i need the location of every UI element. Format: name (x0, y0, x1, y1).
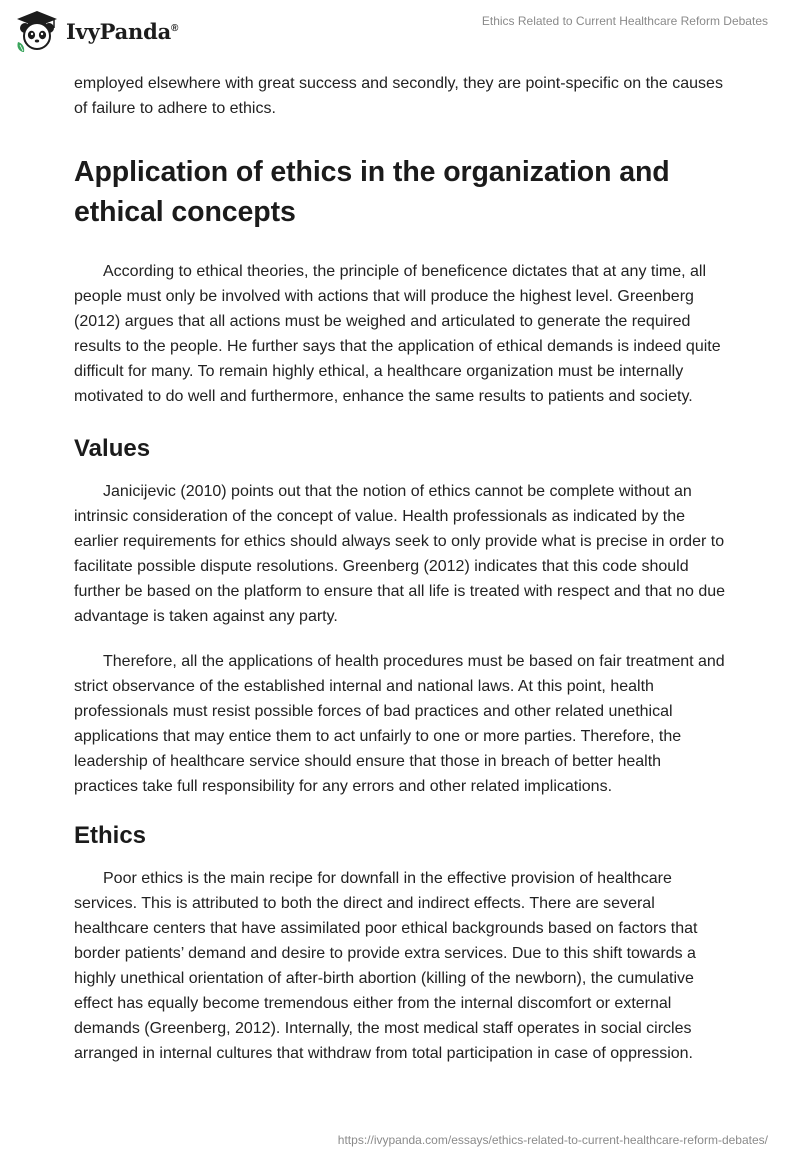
paragraph-values-1: Janicijevic (2010) points out that the notion of ethics cannot be complete without an intrinsic consideration of the concept of value. Health professionals as indicated by the earlier requirements for ethics should always seek to only provide what is precise in order to facilitate possible dispute resolutions. Greenberg (2012) indicates that this code should further be based on the platform to ensure that all life is treated with respect and that no due advantage is taken against any party. (74, 483, 726, 625)
paragraph-values-2: Therefore, all the applications of health procedures must be based on fair treatment and strict observance of the established internal and national laws. At this point, health professionals must resist possible forces of bad practices and other related unethical applications that may entice them to act unfairly to one or more parties. Therefore, the leadership of healthcare service should ensure that those in breach of better health practices take full responsibility for any errors and other related implications. (74, 653, 725, 795)
document-title: Ethics Related to Current Healthcare Reform Debates (481, 14, 768, 28)
intro-paragraph: employed elsewhere with great success and secondly, they are point-specific on the causes of failure to adhere to ethics. (74, 75, 723, 117)
paragraph-application: According to ethical theories, the principle of beneficence dictates that at any time, all people must only be involved with actions that will produce the highest level. Greenberg (2012) argues that all actions must be weighed and articulated to generate the required results to the people. He further says that the application of ethical demands is indeed quite difficult for many. To remain highly ethical, a healthcare organization must be internally motivated to do well and furthermore, enhance the same results to patients and society. (74, 263, 721, 405)
page-header (0, 0, 800, 64)
source-url[interactable]: https://ivypanda.com/essays/ethics-related-to-current-healthcare-reform-debates/ (337, 1133, 768, 1147)
ivypanda-logo[interactable] (14, 6, 204, 56)
logo-wordmark: IvyPanda® (66, 18, 179, 44)
section-heading-values: Values (74, 435, 151, 462)
article-body (74, 71, 726, 1066)
paragraph-ethics: Poor ethics is the main recipe for downfall in the effective provision of healthcare services. This is attributed to both the direct and indirect effects. There are several healthcare centers that have assimilated poor ethical backgrounds based on factors that border patients’ demand and desire to provide extra services. Due to this shift towards a highly unethical orientation of after-birth abortion (killing of the newborn), the cumulative effect has equally become tremendous either from the internal discomfort or external demands (Greenberg, 2012). Internally, the most medical staff operates in social circles arranged in internal cultures that withdraw from total participation in case of oppression. (74, 870, 698, 1062)
section-heading-ethics: Ethics (74, 822, 147, 849)
registered-mark: ® (171, 22, 179, 34)
section-heading-application: Application of ethics in the organization and ethical concepts (74, 156, 670, 228)
panda-graduate-icon (14, 8, 60, 54)
